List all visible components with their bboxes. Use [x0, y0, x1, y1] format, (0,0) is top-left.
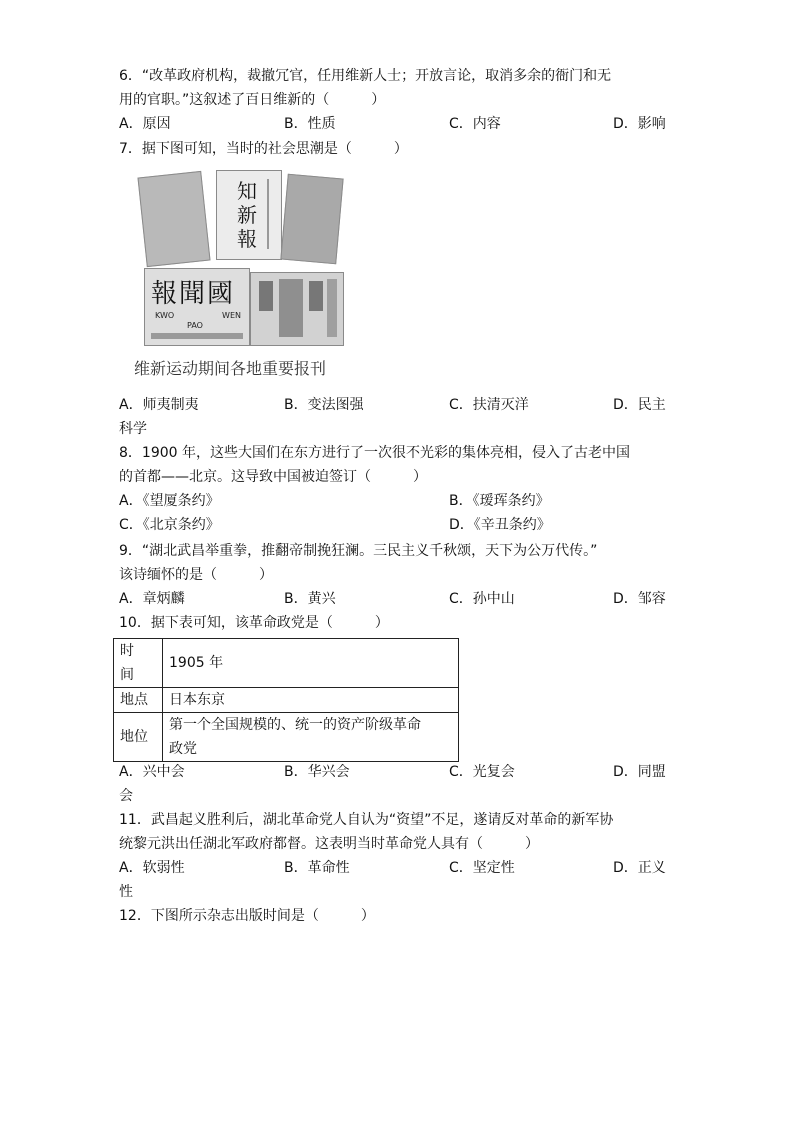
q11-option-b: B．革命性: [284, 860, 350, 876]
q9-option-a: A．章炳麟: [119, 591, 185, 607]
q11-option-a: A．软弱性: [119, 860, 185, 876]
q6-stem-line1: 6．“改革政府机构，裁撤冗官，任用维新人士；开放言论，取消多余的衙门和无: [119, 68, 612, 84]
q10-option-a: A．兴中会: [119, 764, 185, 780]
q7-option-b: B．变法图强: [284, 397, 364, 413]
newspaper-left: [137, 171, 210, 267]
q6-stem-line2: 用的官职。”这叙述了百日维新的（ ）: [119, 92, 386, 108]
q12-stem: 12．下图所示杂志出版时间是（ ）: [119, 908, 375, 924]
newspaper-guowenbao: [144, 268, 250, 346]
table-value-status: [163, 713, 459, 762]
q10-option-c: C．光复会: [449, 764, 515, 780]
table-value-status-a: 第一个全国规模的、统一的资产阶级革命: [169, 717, 421, 733]
q7-option-d: D．民主: [613, 397, 666, 413]
guowenbao-pinyin-1: KWO: [155, 311, 175, 320]
q11-stem-line1: 11．武昌起义胜利后，湖北革命党人自认为“资望”不足，遂请反对革命的新军协: [119, 812, 614, 828]
newspaper-zhixinbao: [216, 170, 282, 260]
table-value-place: 日本东京: [163, 688, 459, 713]
q6-option-b: B．性质: [284, 116, 336, 132]
q6-option-a: A．原因: [119, 116, 171, 132]
newspaper-bottom-right: [250, 272, 344, 346]
figure-caption: 维新运动期间各地重要报刊: [134, 359, 327, 378]
table-label-time-b: 间: [120, 667, 134, 683]
q7-option-a: A．师夷制夷: [119, 397, 199, 413]
q10-option-d-wrap: 会: [119, 788, 133, 804]
newspaper-right: [280, 174, 343, 265]
table-row: [114, 688, 459, 713]
table-label-time: [114, 639, 163, 688]
q9-stem-line2: 该诗缅怀的是（ ）: [119, 567, 273, 583]
q11-option-d-wrap: 性: [119, 884, 133, 900]
q7-option-d-wrap: 科学: [119, 421, 147, 437]
zhixinbao-char-2: 新: [237, 203, 257, 227]
q7-option-c: C．扶清灭洋: [449, 397, 529, 413]
table-row: [114, 713, 459, 762]
table-label-status: 地位: [114, 713, 163, 762]
table-value-status-b: 政党: [169, 741, 197, 757]
table-label-time-a: 时: [120, 643, 134, 659]
q9-option-d: D．邹容: [613, 591, 666, 607]
q8-option-a: A．《望厦条约》: [119, 493, 220, 509]
organization-info-table: [113, 638, 459, 762]
q10-option-b: B．华兴会: [284, 764, 350, 780]
q6-option-d: D．影响: [613, 116, 666, 132]
table-row: [114, 639, 459, 688]
guowenbao-title: 報聞國: [151, 279, 236, 309]
q9-option-b: B．黄兴: [284, 591, 336, 607]
newspaper-photo-collage: [134, 168, 352, 380]
q6-option-c: C．内容: [449, 116, 501, 132]
q11-stem-line2: 统黎元洪出任湖北军政府都督。这表明当时革命党人具有（ ）: [119, 836, 539, 852]
zhixinbao-char-1: 知: [237, 179, 257, 203]
q11-option-c: C．坚定性: [449, 860, 515, 876]
q10-stem: 10．据下表可知，该革命政党是（ ）: [119, 615, 389, 631]
q8-stem-line2: 的首都——北京。这导致中国被迫签订（ ）: [119, 469, 427, 485]
q11-option-d: D．正义: [613, 860, 666, 876]
q8-stem-line1: 8．1900 年，这些大国们在东方进行了一次很不光彩的集体亮相，侵入了古老中国: [119, 445, 630, 461]
q10-option-d: D．同盟: [613, 764, 666, 780]
q8-option-b: B．《瑷珲条约》: [449, 493, 550, 509]
table-value-time: 1905 年: [163, 639, 459, 688]
guowenbao-pinyin-3: PAO: [187, 321, 203, 330]
q8-option-d: D．《辛丑条约》: [449, 517, 551, 533]
q9-option-c: C．孙中山: [449, 591, 515, 607]
table-label-place: 地点: [114, 688, 163, 713]
guowenbao-pinyin-2: WEN: [222, 311, 241, 320]
q9-stem-line1: 9．“湖北武昌举重拳，推翻帝制挽狂澜。三民主义千秋颂，天下为公万代传。”: [119, 543, 598, 559]
q8-option-c: C．《北京条约》: [119, 517, 220, 533]
q7-stem: 7．据下图可知，当时的社会思潮是（ ）: [119, 141, 408, 157]
zhixinbao-char-3: 報: [237, 227, 257, 251]
